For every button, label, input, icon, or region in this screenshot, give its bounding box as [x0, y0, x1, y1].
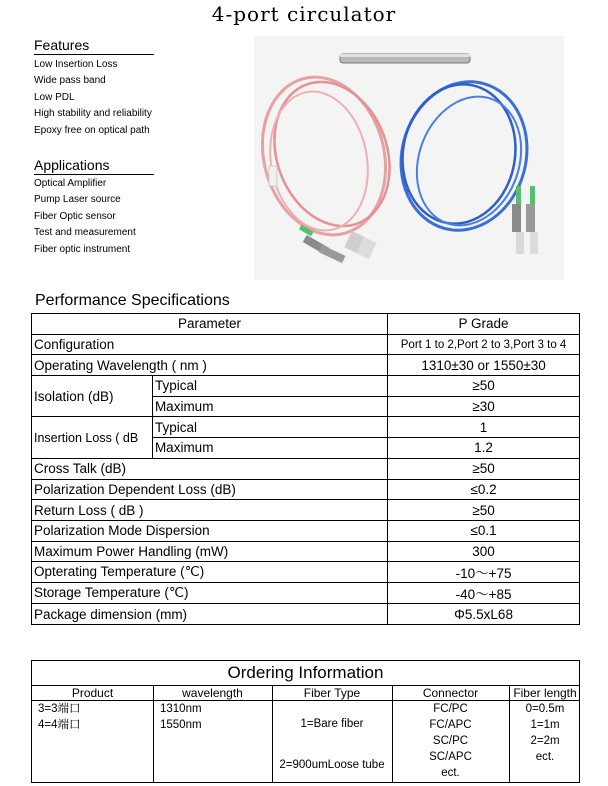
- header-grade: P Grade: [388, 314, 580, 335]
- list-item: ect.: [535, 751, 555, 763]
- list-item: Optical Amplifier: [34, 178, 107, 189]
- row-label: Operating Wavelength ( nm ): [32, 355, 388, 376]
- list-item: 1550nm: [160, 719, 202, 731]
- row-value: 1: [388, 417, 580, 438]
- list-item: FC/APC: [429, 719, 472, 731]
- row-value: 300: [388, 541, 580, 562]
- features-list: [34, 57, 152, 139]
- header-parameter: Parameter: [32, 314, 388, 335]
- row-value: ≤0.2: [388, 479, 580, 500]
- row-value: ≥50: [388, 500, 580, 521]
- list-item: High stability and reliability: [34, 108, 152, 120]
- row-value: ≥50: [388, 458, 580, 479]
- table-header-row: [32, 314, 580, 335]
- col-header-product: Product: [71, 686, 114, 700]
- list-item: 4=4端口: [38, 719, 81, 731]
- row-value: ≤0.1: [388, 520, 580, 541]
- page-title: 4-port circulator: [211, 2, 397, 26]
- row-label: Polarization Mode Dispersion: [32, 520, 388, 541]
- sub-label: Maximum: [152, 438, 387, 459]
- row-label: Package dimension (mm): [32, 604, 388, 625]
- list-item: Pump Laser source: [34, 194, 121, 206]
- col-header-fiber-length: Fiber length: [513, 686, 577, 700]
- table-row: [32, 355, 580, 376]
- wavelength-options: [160, 701, 202, 733]
- list-item: FC/PC: [433, 703, 468, 715]
- list-item: SC/APC: [429, 751, 472, 763]
- table-row: [32, 562, 580, 583]
- table-row: [32, 604, 580, 625]
- list-item: SC/PC: [432, 735, 469, 747]
- sub-label: Typical: [152, 417, 387, 438]
- list-item: Wide pass band: [34, 75, 106, 87]
- row-value: Φ5.5xL68: [388, 604, 580, 625]
- connector-options: [392, 701, 509, 781]
- row-value: -40～+85: [388, 583, 580, 604]
- col-header-wavelength: wavelength: [182, 686, 243, 700]
- list-item: 0=0.5m: [525, 703, 565, 715]
- col-header-connector: Connector: [422, 686, 479, 700]
- table-row: [32, 334, 580, 355]
- list-item: 1=1m: [530, 719, 560, 731]
- fiber-length-options: [509, 701, 581, 765]
- list-item: ect.: [441, 767, 460, 779]
- applications-heading: Applications: [34, 157, 154, 175]
- table-row: [32, 479, 580, 500]
- row-label: Storage Temperature (℃): [32, 583, 388, 604]
- table-row: [32, 500, 580, 521]
- table-row: [32, 583, 580, 604]
- list-item: 1310nm: [160, 703, 202, 715]
- row-label: Return Loss ( dB ): [32, 500, 388, 521]
- list-item: Low PDL: [34, 91, 75, 103]
- row-value: 1310±30 or 1550±30: [388, 355, 580, 376]
- col-header-fiber-type: Fiber Type: [303, 686, 361, 700]
- table-row: [32, 458, 580, 479]
- fiber-type-option: 2=900umLoose tube: [279, 759, 385, 771]
- row-value: -10～+75: [388, 562, 580, 583]
- row-label: Polarization Dependent Loss (dB): [32, 479, 388, 500]
- row-value: Port 1 to 2,Port 2 to 3,Port 3 to 4: [388, 334, 580, 355]
- ordering-heading: Ordering Information: [227, 663, 384, 682]
- table-row: [32, 417, 580, 438]
- row-value: ≥30: [388, 396, 580, 417]
- row-label: Isolation (dB): [32, 376, 153, 417]
- applications-list: [34, 176, 136, 258]
- row-value: ≥50: [388, 376, 580, 397]
- sub-label: Typical: [152, 376, 387, 397]
- list-item: Epoxy free on optical path: [34, 124, 150, 136]
- product-options: [38, 701, 81, 733]
- list-item: Low Insertion Loss: [34, 59, 118, 70]
- features-heading: Features: [34, 37, 154, 55]
- list-item: Test and measurement: [34, 227, 136, 239]
- row-label: Cross Talk (dB): [32, 458, 388, 479]
- ordering-table: [31, 660, 580, 783]
- performance-table: [31, 313, 580, 625]
- fiber-type-option: 1=Bare fiber: [300, 718, 364, 730]
- list-item: Fiber Optic sensor: [34, 210, 116, 222]
- table-row: [32, 541, 580, 562]
- row-label: Opterating Temperature (℃): [32, 562, 388, 583]
- list-item: Fiber optic instrument: [34, 243, 131, 255]
- row-label: Maximum Power Handling (mW): [32, 541, 388, 562]
- table-row: [32, 376, 580, 397]
- table-row: [32, 520, 580, 541]
- row-value: 1.2: [388, 438, 580, 459]
- sub-label: Maximum: [152, 396, 387, 417]
- row-label: Insertion Loss ( dB: [32, 417, 153, 458]
- performance-heading: Performance Specifications: [35, 292, 230, 309]
- list-item: 2=2m: [530, 735, 560, 747]
- row-label: Configuration: [32, 334, 388, 355]
- list-item: 3=3端口: [38, 703, 81, 715]
- product-photo: [254, 36, 564, 280]
